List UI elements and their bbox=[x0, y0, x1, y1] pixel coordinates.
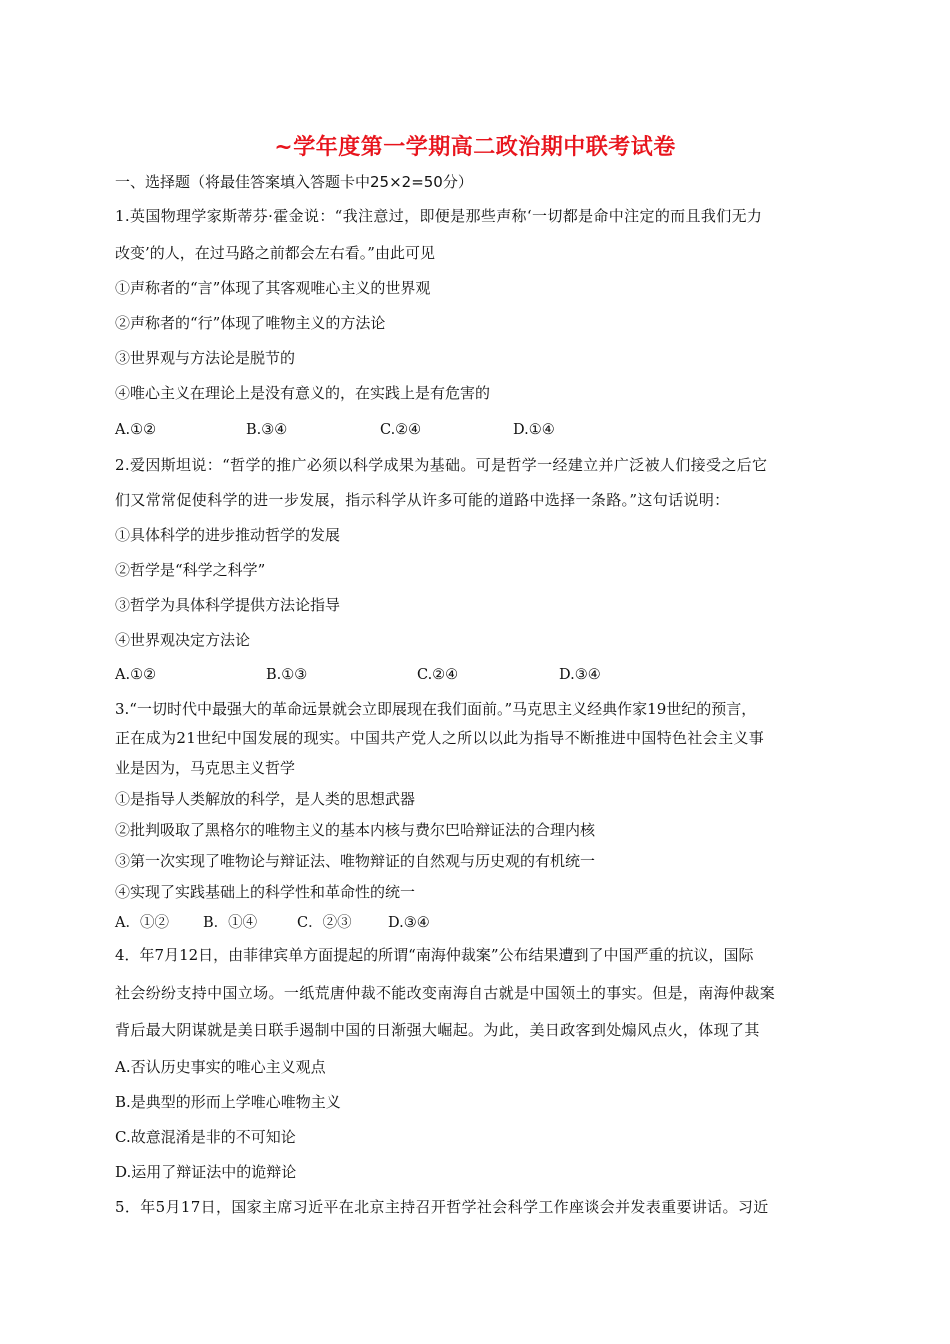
q3-statement-3: ③第一次实现了唯物论与辩证法、唯物辩证的自然观与历史观的有机统一 bbox=[115, 852, 596, 870]
q2-statement-1: ①具体科学的进步推动哲学的发展 bbox=[115, 526, 341, 544]
q2-stem-line-1: 2.爱因斯坦说：“哲学的推广必须以科学成果为基础。可是哲学一经建立并广泛被人们接受之后它 bbox=[115, 456, 768, 474]
q1-option-c: C.②④ bbox=[380, 422, 422, 438]
q1-statement-1: ①声称者的“言”体现了其客观唯心主义的世界观 bbox=[115, 279, 431, 297]
q3-stem-line-3: 业是因为，马克思主义哲学 bbox=[115, 759, 296, 777]
q3-option-c: C．②③ bbox=[297, 915, 352, 931]
q3-statement-2: ②批判吸取了黑格尔的唯物主义的基本内核与费尔巴哈辩证法的合理内核 bbox=[115, 821, 596, 839]
q4-stem-line-3: 背后最大阴谋就是美日联手遏制中国的日渐强大崛起。为此，美日政客到处煽风点火，体现了其 bbox=[115, 1021, 760, 1039]
section-heading: 一、选择题（将最佳答案填入答题卡中25×2=50分） bbox=[115, 173, 473, 191]
q4-option-a: A.否认历史事实的唯心主义观点 bbox=[115, 1058, 326, 1076]
q3-statement-1: ①是指导人类解放的科学，是人类的思想武器 bbox=[115, 790, 416, 808]
exam-title: ~学年度第一学期高二政治期中联考试卷 bbox=[274, 134, 676, 160]
q4-option-b: B.是典型的形而上学唯心唯物主义 bbox=[115, 1093, 341, 1111]
q2-statement-4: ④世界观决定方法论 bbox=[115, 631, 251, 649]
q3-option-a: A．①② bbox=[115, 915, 169, 931]
q1-option-d: D.①④ bbox=[513, 422, 555, 438]
q3-stem-line-2: 正在成为21世纪中国发展的现实。中国共产党人之所以以此为指导不断推进中国特色社会主义事 bbox=[115, 729, 765, 747]
q4-option-d: D.运用了辩证法中的诡辩论 bbox=[115, 1163, 297, 1181]
q1-statement-4: ④唯心主义在理论上是没有意义的，在实践上是有危害的 bbox=[115, 384, 491, 402]
q1-option-b: B.③④ bbox=[246, 422, 288, 438]
q1-stem-line-2: 改变’的人，在过马路之前都会左右看。”由此可见 bbox=[115, 244, 435, 262]
q5-stem-line-1: 5．年5月17日，国家主席习近平在北京主持召开哲学社会科学工作座谈会并发表重要讲话。习近 bbox=[115, 1198, 769, 1216]
q4-stem-line-2: 社会纷纷支持中国立场。一纸荒唐仲裁不能改变南海自古就是中国领土的事实。但是，南海仲裁案 bbox=[115, 984, 776, 1002]
q2-option-d: D.③④ bbox=[559, 667, 601, 683]
q2-option-b: B.①③ bbox=[266, 667, 308, 683]
q2-statement-3: ③哲学为具体科学提供方法论指导 bbox=[115, 596, 341, 614]
q1-stem-line-1: 1.英国物理学家斯蒂芬·霍金说：“我注意过，即便是那些声称‘一切都是命中注定的而且我们无力 bbox=[115, 207, 763, 225]
q2-option-a: A.①② bbox=[115, 667, 157, 683]
q2-statement-2: ②哲学是“科学之科学” bbox=[115, 561, 266, 579]
q4-stem-line-1: 4．年7月12日，由菲律宾单方面提起的所谓“南海仲裁案”公布结果遭到了中国严重的抗议，国际 bbox=[115, 946, 754, 964]
q1-statement-3: ③世界观与方法论是脱节的 bbox=[115, 349, 296, 367]
q1-option-a: A.①② bbox=[115, 422, 157, 438]
q2-stem-line-2: 们又常常促使科学的进一步发展，指示科学从许多可能的道路中选择一条路。”这句话说明： bbox=[115, 491, 730, 509]
q2-option-c: C.②④ bbox=[417, 667, 459, 683]
q3-option-b: B．①④ bbox=[203, 915, 258, 931]
q3-stem-line-1: 3.“一切时代中最强大的革命远景就会立即展现在我们面前。”马克思主义经典作家19世纪的预言， bbox=[115, 700, 757, 718]
q3-option-d: D.③④ bbox=[388, 915, 430, 931]
q3-statement-4: ④实现了实践基础上的科学性和革命性的统一 bbox=[115, 883, 416, 901]
q4-option-c: C.故意混淆是非的不可知论 bbox=[115, 1128, 296, 1146]
q1-statement-2: ②声称者的“行”体现了唯物主义的方法论 bbox=[115, 314, 386, 332]
